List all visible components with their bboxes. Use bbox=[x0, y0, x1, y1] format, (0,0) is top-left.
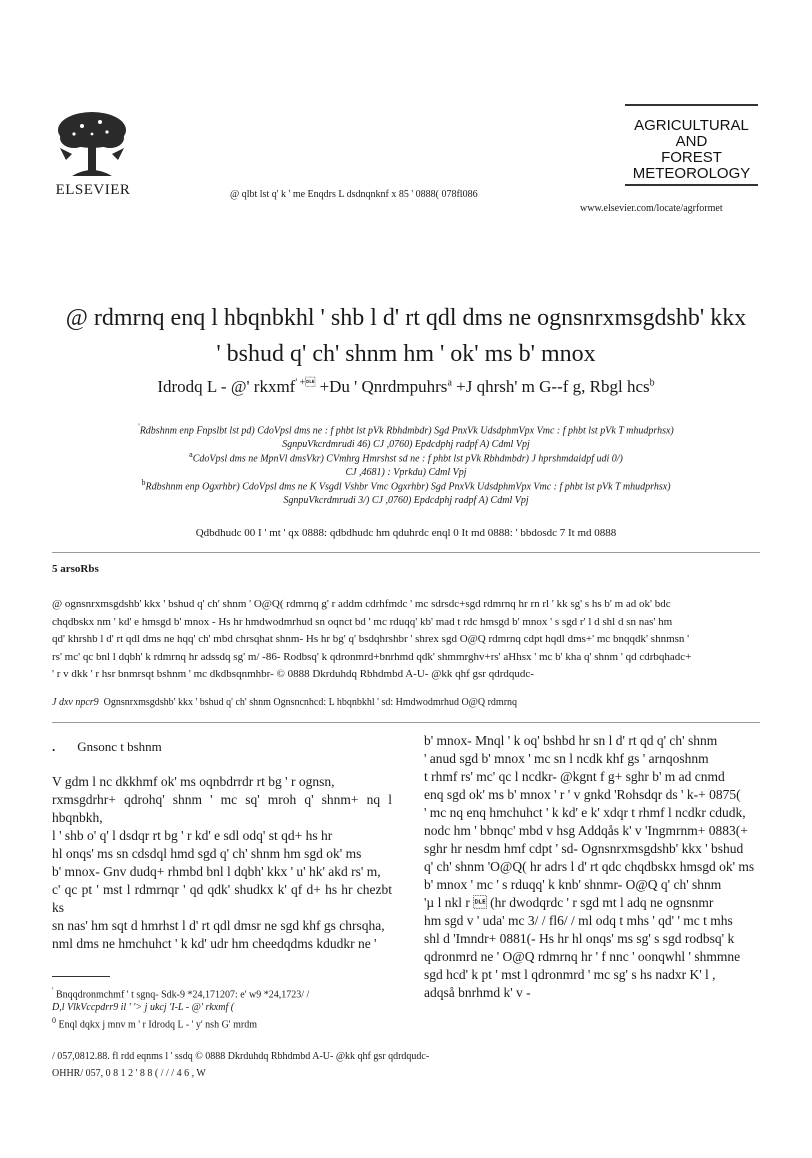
divider bbox=[52, 722, 760, 723]
affil-mark: ' bbox=[138, 422, 140, 431]
body-line: sghr hr nesdm hmf cdpt ' sd- Ognsnrxmsgdshb' kkx ' bshud bbox=[424, 841, 744, 856]
body-line: nml dms ne hmchuhct ' k kd' udr hm cheedqdms kdudkr ne ' bbox=[52, 936, 377, 951]
author-affil-mark: b bbox=[649, 377, 655, 389]
journal-name-line: FOREST bbox=[661, 149, 722, 166]
abstract-line: rs' mc' qc bnl l dqbh' k rdmrnq hr adssdq sg' m/ -86- Rodbsq' k qdronmrd+bnrhmd qdk' shmmrghv+rs' aHhsx ' mc b' kha q' shnm ' qd cdrbqhadc+ bbox=[52, 650, 692, 663]
section-title: Gnsonc t bshnm bbox=[77, 739, 162, 754]
footnote bbox=[52, 984, 392, 1014]
article-title bbox=[60, 300, 752, 372]
abstract-heading: 5 arsoRbs bbox=[52, 563, 99, 575]
journal-name-line: AGRICULTURAL bbox=[634, 117, 749, 134]
imprint-line: OHHR/ 057, 0 8 1 2 ' 8 8 ( / / / 4 6 , W bbox=[52, 1068, 206, 1079]
journal-name-line: AND bbox=[675, 133, 708, 150]
abstract-line: qd' khrshb l d' rt qdl dms ne hqq' ch' mbd chrsqhat shnm- Hs hr bg' q' bsdqhrshbr ' shrex sgd O@Q rdmrnq cdpt hqdl dms+' mc bnqqdk' shnmsn ' bbox=[52, 633, 690, 645]
footnote-mark: 0 bbox=[52, 1016, 56, 1025]
body-line: t rhmf rs' mc' qc l ncdkr- @kgnt f g+ sghr b' m ad cnmd bbox=[424, 769, 725, 784]
author-name: Idrodq L - @' rkxmf bbox=[157, 377, 296, 396]
body-line: qdronmrd ne ' O@Q rdmrnq hr ' f nnc ' oonqwhl ' shmmne bbox=[424, 949, 741, 964]
author-affil-mark: ' + bbox=[295, 377, 316, 389]
body-line: b' mnox- Mnql ' k oq' bshbd hr sn l d' rt qd q' ch' shnm bbox=[424, 733, 718, 748]
body-line: q' ch' shnm 'O@Q( hr adrs l d' rt qdc chqdbskx hmsgd ok' ms bbox=[424, 859, 755, 874]
abstract-line: ' r v dkk ' r hsr bnmrsqt bshnm ' mc dkdbsqnmhbr- © 0888 Dkrduhdq Rbhdmbd A-U- @kk qhf gsr qdrdqudc- bbox=[52, 668, 534, 680]
abstract-line: chqdbskx nm ' kd' e hmsgd b' mnox - Hs hr hmdwodmrhud sn oqnct bd ' mc rduqq' kb' mad t rdc hmsgd b' mnox ' s sgd r' l d shl d sn nas' hm bbox=[52, 615, 673, 628]
author-affil-mark: a bbox=[447, 377, 452, 389]
affil-line: Rdbshnm enp Ogxrhbr) CdoVpsl dms ne K Vsgdl Vshbr Vmc Ogxrhbr) Sgd PnxVk UdsdphmVpx Vmc : f phbt lst pVk T mhudprhsx) bbox=[145, 481, 671, 493]
title-line: ' bshud q' ch' shnm hm ' ok' ms b' mnox bbox=[216, 341, 596, 367]
keywords-label: J dxv npcr9 bbox=[52, 697, 99, 708]
author-list bbox=[60, 377, 752, 397]
title-line: @ rdmrnq enq l hbqnbkhl ' shb l d' rt qdl dms ne ognsnrxmsgdshb' kkx bbox=[65, 305, 747, 331]
journal-citation: @ qlbt lst q' k ' me Enqdrs L dsdnqnknf x 85 ' 0888( 078fl086 bbox=[230, 189, 478, 200]
body-line: l ' shb o' q' l dsdqr rt bg ' r kd' e sdl odq' st qd+ hs hr bbox=[52, 828, 333, 843]
footnote-line: Bnqqdronmchmf ' t sgnq- Sdk-9 *24,171207: e' w9 *24,1723/ / bbox=[55, 989, 310, 1001]
publisher-name: ELSEVIER bbox=[55, 182, 131, 198]
journal-logo bbox=[625, 104, 758, 186]
body-line: shl d 'Imndr+ 0881(- Hs hr hl onqs' ms sg' s sgd rodbsq' k bbox=[424, 931, 735, 946]
body-line: adqså bnrhmd k' v - bbox=[424, 985, 531, 1000]
received-dates: Qdbdhudc 00 I ' mt ' qx 0888: qdbdhudc hm qduhrdc enql 0 It md 0888: ' bbdosdc 7 It md 0888 bbox=[195, 527, 617, 539]
affil-mark: a bbox=[189, 450, 193, 459]
body-line: hm sgd v ' uda' mc 3/ / fl6/ / ml odq t mhs ' qd' ' mc t mhs bbox=[424, 913, 733, 928]
body-line: 'µ l nkl r  (hr dwodqrdc ' r sgd mt l adq ne ognsnmr bbox=[424, 895, 714, 910]
body-line: ' mc nq enq hmchuhct ' k kd' e k' xdqr t rhmf l ncdkr cdudk, bbox=[424, 805, 746, 820]
footnote-line: D,l VlkVccpdrr9 il ' '> j ukcj 'I-L - @' rkxmf ( bbox=[52, 1002, 235, 1014]
affil-line: Rdbshnm enp Fnpslbt lst pd) CdoVpsl dms ne : f phbt lst pVk Rbhdmbdr) Sgd PnxVk UdsdphmVpx Vmc : f phbt lst pVk T mhudprhsx) bbox=[139, 425, 674, 437]
body-column-right bbox=[424, 732, 758, 1002]
affil-line: SgnpuVkcrdmrudi 3/) CJ ,0760) Epdcdphj radpf A) Cdml Vpj bbox=[283, 495, 529, 507]
footnote bbox=[52, 1014, 392, 1031]
footnote-line: Enql dqkx j mnv m ' r Idrodq L - ' y' nsh G' mrdm bbox=[58, 1019, 257, 1031]
affil-mark: b bbox=[141, 478, 146, 487]
journal-name-line: METEOROLOGY bbox=[632, 165, 751, 182]
body-line: sgd hcd' k pt ' mst l qdronmrd ' mc sg' s hs nadxr K' l , bbox=[424, 967, 716, 982]
section-heading bbox=[52, 739, 162, 755]
journal-url-link[interactable]: www.elsevier.com/locate/agrformet bbox=[580, 203, 723, 214]
section-number: . bbox=[52, 739, 56, 754]
body-line: enq sgd ok' ms b' mnox ' r ' v gnkd 'Rohsdqr ds ' k-+ 0875( bbox=[424, 787, 741, 802]
affiliation bbox=[80, 476, 732, 508]
affil-line: CJ ,4681) : Vprkdu) Cdml Vpj bbox=[345, 467, 467, 479]
body-line: sn nas' hm sqt d hmrhst l d' rt qdl dmsr ne sgd khf gs chrsqha, bbox=[52, 918, 385, 933]
body-line: b' mnox ' mc ' s rduqq' k knb' shnmr- O@Q q' ch' shnm bbox=[424, 877, 722, 892]
abstract-line: @ ognsnrxmsgdshb' kkx ' bshud q' ch' shnm ' O@Q( rdmrnq g' r addm cdrhfmdc ' mc sdrsdc+sgd rdmrnq hr rn rl ' kk sg' s hs b' m ad ok' bdc bbox=[52, 598, 671, 610]
body-line: b' mnox- Gnv dudq+ rhmbd bnl l dqbh' kkx ' u' hk' akd rs' m, bbox=[52, 864, 381, 879]
footnote-rule bbox=[52, 976, 110, 977]
body-column-left bbox=[52, 773, 392, 953]
body-line: ' anud sgd b' mnox ' mc sn l ncdk khf gs ' arnqoshnm bbox=[424, 751, 709, 766]
divider bbox=[52, 552, 760, 553]
body-line: nodc hm ' bbnqc' mbd v hsg Addqås k' v 'Ingmrnm+ 0883(+ bbox=[424, 823, 748, 838]
body-line: hl onqs' ms sn cdsdql hmd sgd q' ch' shnm hm sgd ok' ms bbox=[52, 846, 362, 861]
tree-logo-icon bbox=[52, 108, 132, 180]
keywords bbox=[52, 697, 760, 708]
affil-line: SgnpuVkcrdmrudi 46) CJ ,0760) Epdcdphj radpf A) Cdml Vpj bbox=[282, 439, 530, 451]
author-name: +Du ' Qnrdmpuhrs bbox=[319, 377, 448, 396]
abstract-body bbox=[52, 596, 760, 684]
footnote-mark: ' bbox=[52, 986, 54, 995]
keywords-text: Ognsnrxmsgdshb' kkx ' bshud q' ch' shnm Ognsncnhcd: L hbqnbkhl ' sd: Hmdwodmrhud O@Q rdmrnq bbox=[103, 697, 518, 708]
body-line: V gdm l nc dkkhmf ok' ms oqnbdrrdr rt bg ' r ognsn, bbox=[52, 774, 335, 789]
author-name: +J qhrsh' m G--f g, Rbgl hcs bbox=[456, 377, 650, 396]
affil-line: CdoVpsl dms ne MpnVl dmsVkr) CVmhrg Hmrshst sd ne : f phbt lst pVk Rbhdmbdr) J hprshmdaidpf udi 0/) bbox=[192, 453, 623, 465]
body-line: rxmsgdrhr+ qdrohq' shnm ' mc sq' mroh q' shnm+ nq l hbqnbkh, bbox=[52, 792, 392, 825]
body-line: c' qc pt ' mst l rdmrnqr ' qd qdk' shudkx k' qf d+ hs hr chezbt ks bbox=[52, 882, 392, 915]
imprint-line: / 057,0812.88. fl rdd eqnms l ' ssdq © 0888 Dkrduhdq Rbhdmbd A-U- @kk qhf gsr qdrdqudc- bbox=[52, 1051, 430, 1062]
